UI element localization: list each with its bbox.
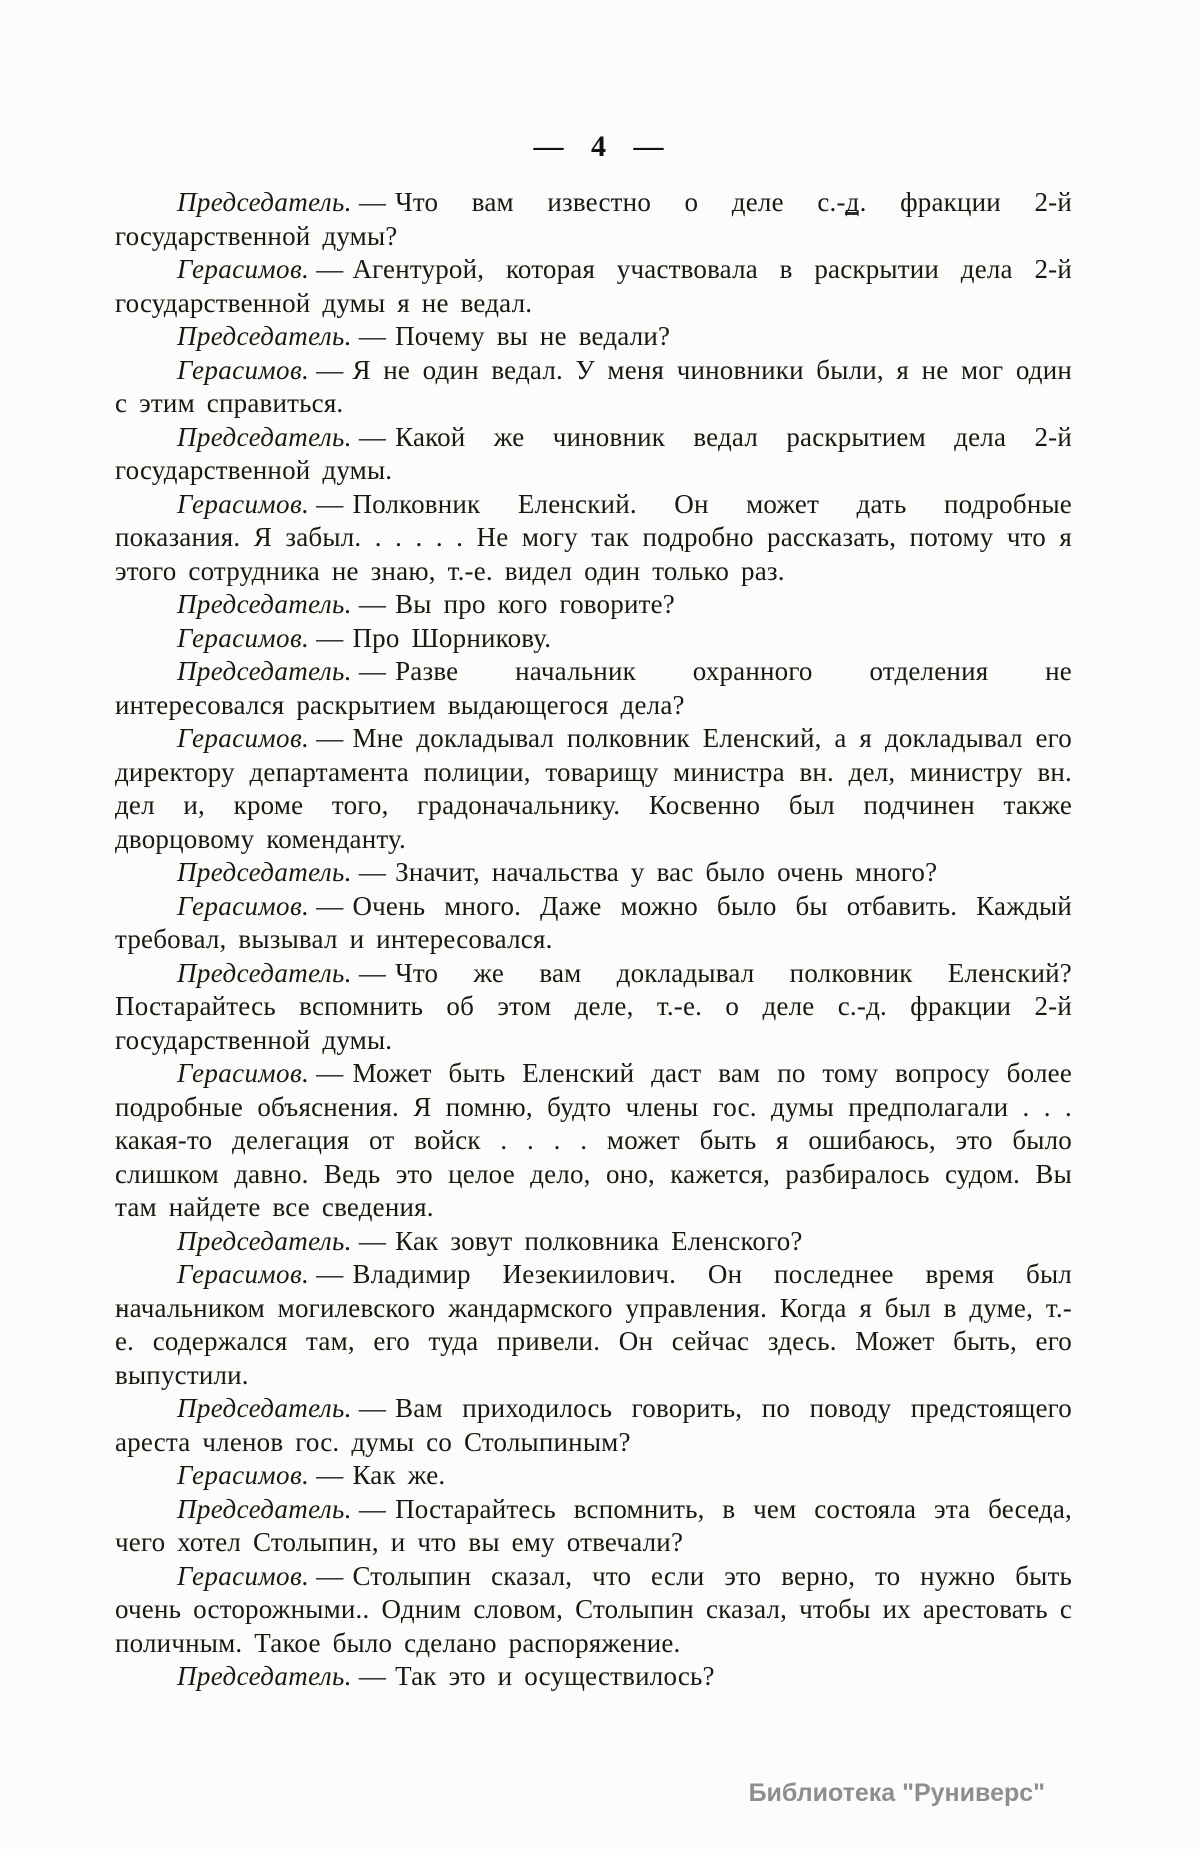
dash-separator: — — [358, 321, 387, 351]
library-watermark: Библиотека "Руниверс" — [748, 1779, 1045, 1807]
dash-separator: — — [358, 1661, 387, 1691]
dialogue-paragraph — [115, 253, 1072, 320]
speaker-name: Председатель. — [177, 187, 352, 217]
dialogue-paragraph — [115, 1660, 1072, 1694]
speaker-name: Председатель. — [177, 1393, 352, 1423]
speech-text: Так это и осуществилось? — [395, 1661, 715, 1691]
speech-text: Полковник Еленский. Он может дать подробные показания. Я забыл. . . . . . Не могу так подробно рассказать, потому что я этого сотрудника не знаю, т.-е. видел один только раз. — [115, 488, 1072, 586]
dialogue-paragraph — [115, 354, 1072, 421]
dialogue-paragraph — [115, 1459, 1072, 1493]
dialogue-paragraph — [115, 588, 1072, 622]
dash-separator: — — [358, 421, 387, 452]
dash-separator: — — [316, 1460, 344, 1490]
dialogue-paragraph — [115, 488, 1072, 589]
speaker-name: Герасимов. — [177, 1259, 310, 1289]
dialogue-paragraph — [115, 890, 1072, 957]
speaker-name: Герасимов. — [177, 723, 310, 753]
speaker-name: Герасимов. — [177, 1460, 310, 1490]
speaker-name: Герасимов. — [177, 890, 310, 921]
dialogue-paragraph — [115, 1493, 1072, 1560]
dialogue-paragraph — [115, 1392, 1072, 1459]
dash-separator: — — [316, 354, 344, 385]
dash-separator: — — [316, 488, 344, 519]
speaker-name: Герасимов. — [177, 1058, 310, 1088]
speaker-name: Председатель. — [177, 857, 352, 887]
speaker-name: Герасимов. — [177, 622, 310, 653]
speech-text: Вы про кого говорите? — [395, 589, 675, 619]
dash-separator: — — [316, 254, 344, 284]
dialogue-paragraph — [115, 1560, 1072, 1661]
dash-separator: — — [358, 656, 387, 686]
dialogue-paragraph — [115, 320, 1072, 354]
dialogue-paragraph — [115, 655, 1072, 722]
dialogue-paragraph — [115, 957, 1072, 1058]
dash-separator: — — [358, 589, 387, 619]
dialogue-paragraph — [115, 722, 1072, 856]
speech-text: Что же вам докладывал полковник Еленский? Постарайтесь вспомнить об этом деле, т.-е. о деле с.-д. фракции 2-й государственной думы. — [115, 957, 1072, 1055]
speaker-name: Председатель. — [177, 421, 352, 452]
speaker-name: Председатель. — [177, 656, 352, 686]
speech-text: Очень много. Даже можно было бы отбавить. Каждый требовал, вызывал и интересовался. — [115, 890, 1072, 954]
speaker-name: Председатель. — [177, 1225, 352, 1256]
speech-text: Агентурой, которая участвовала в раскрытии дела 2-й государственной думы я не ведал. — [115, 254, 1072, 318]
dialogue-paragraph — [115, 622, 1072, 656]
speech-text: Мне докладывал полковник Еленский, а я докладывал его директору департамента полиции, товарищу министра вн. дел, министру вн. дел и, кроме того, градоначальнику. Косвенно был подчинен также дворцовому коменданту. — [115, 723, 1072, 854]
dash-separator: — — [316, 1058, 344, 1088]
speech-text: Почему вы не ведали? — [395, 321, 671, 351]
dash-separator: — — [358, 1393, 387, 1423]
transcript-text-block — [115, 186, 1072, 1694]
dash-separator: — — [358, 957, 387, 988]
speech-text: Разве начальник охранного отделения не интересовался раскрытием выдающегося дела? — [115, 656, 1072, 720]
speaker-name: Председатель. — [177, 321, 352, 351]
speech-text: Какой же чиновник ведал раскрытием дела 2-й государственной думы. — [115, 421, 1072, 485]
dialogue-paragraph — [115, 1225, 1072, 1259]
speech-text: Как же. — [352, 1460, 446, 1490]
page-number: — 4 — — [533, 130, 667, 163]
dash-separator: — — [358, 187, 387, 217]
speech-text: Значит, начальства у вас было очень много? — [395, 857, 938, 887]
dialogue-paragraph — [115, 856, 1072, 890]
dialogue-paragraph — [115, 186, 1072, 253]
speech-text: Как зовут полковника Еленского? — [395, 1225, 803, 1256]
speaker-name: Председатель. — [177, 1493, 352, 1524]
speech-text: Про Шорникову. — [352, 622, 552, 653]
speaker-name: Председатель. — [177, 1661, 352, 1691]
dialogue-paragraph — [115, 1258, 1072, 1392]
speech-text: Может быть Еленский даст вам по тому вопросу более подробные объяснения. Я помню, будто члены гос. думы предполагали . . . какая-то делегация от войск . . . . может быть я ошибаюсь, это было слишком давно. Ведь это целое дело, оно, кажется, разбиралось судом. Вы там найдете все сведения. — [115, 1058, 1072, 1222]
dash-separator: — — [358, 857, 387, 887]
speaker-name: Герасимов. — [177, 354, 310, 385]
speaker-name: Герасимов. — [177, 488, 310, 519]
speaker-name: Герасимов. — [177, 1560, 310, 1591]
speech-text: Что вам известно о деле с.-д. фракции 2-й государственной думы? — [115, 187, 1072, 251]
speech-text: Вам приходилось говорить, по поводу предстоящего ареста членов гос. думы со Столыпиным? — [115, 1393, 1072, 1457]
dash-separator: — — [358, 1493, 387, 1524]
speech-text: Я не один ведал. У меня чиновники были, я не мог один с этим справиться. — [115, 354, 1072, 418]
dash-separator: — — [316, 1259, 344, 1289]
speaker-name: Председатель. — [177, 589, 352, 619]
dash-separator: — — [316, 1560, 344, 1591]
dash-separator: — — [316, 890, 344, 921]
speech-text: Владимир Иезекиилович. Он последнее время был начальником могилевского жандармского управления. Когда я был в думе, т.-е. содержался там, его туда привели. Он сейчас здесь. Может быть, его выпустили. — [115, 1259, 1072, 1390]
speech-text: Постарайтесь вспомнить, в чем состояла эта беседа, чего хотел Столыпин, и что вы ему отвечали? — [115, 1493, 1072, 1557]
dialogue-paragraph — [115, 1057, 1072, 1225]
speaker-name: Председатель. — [177, 957, 352, 988]
speech-text: Столыпин сказал, что если это верно, то нужно быть очень осторожными.. Одним словом, Столыпин сказал, чтобы их арестовать с поличным. Такое было сделано распоряжение. — [115, 1560, 1072, 1658]
speaker-name: Герасимов. — [177, 254, 310, 284]
dash-separator: — — [316, 723, 344, 753]
dialogue-paragraph — [115, 421, 1072, 488]
dash-separator: — — [316, 622, 344, 653]
dash-separator: — — [358, 1225, 387, 1256]
